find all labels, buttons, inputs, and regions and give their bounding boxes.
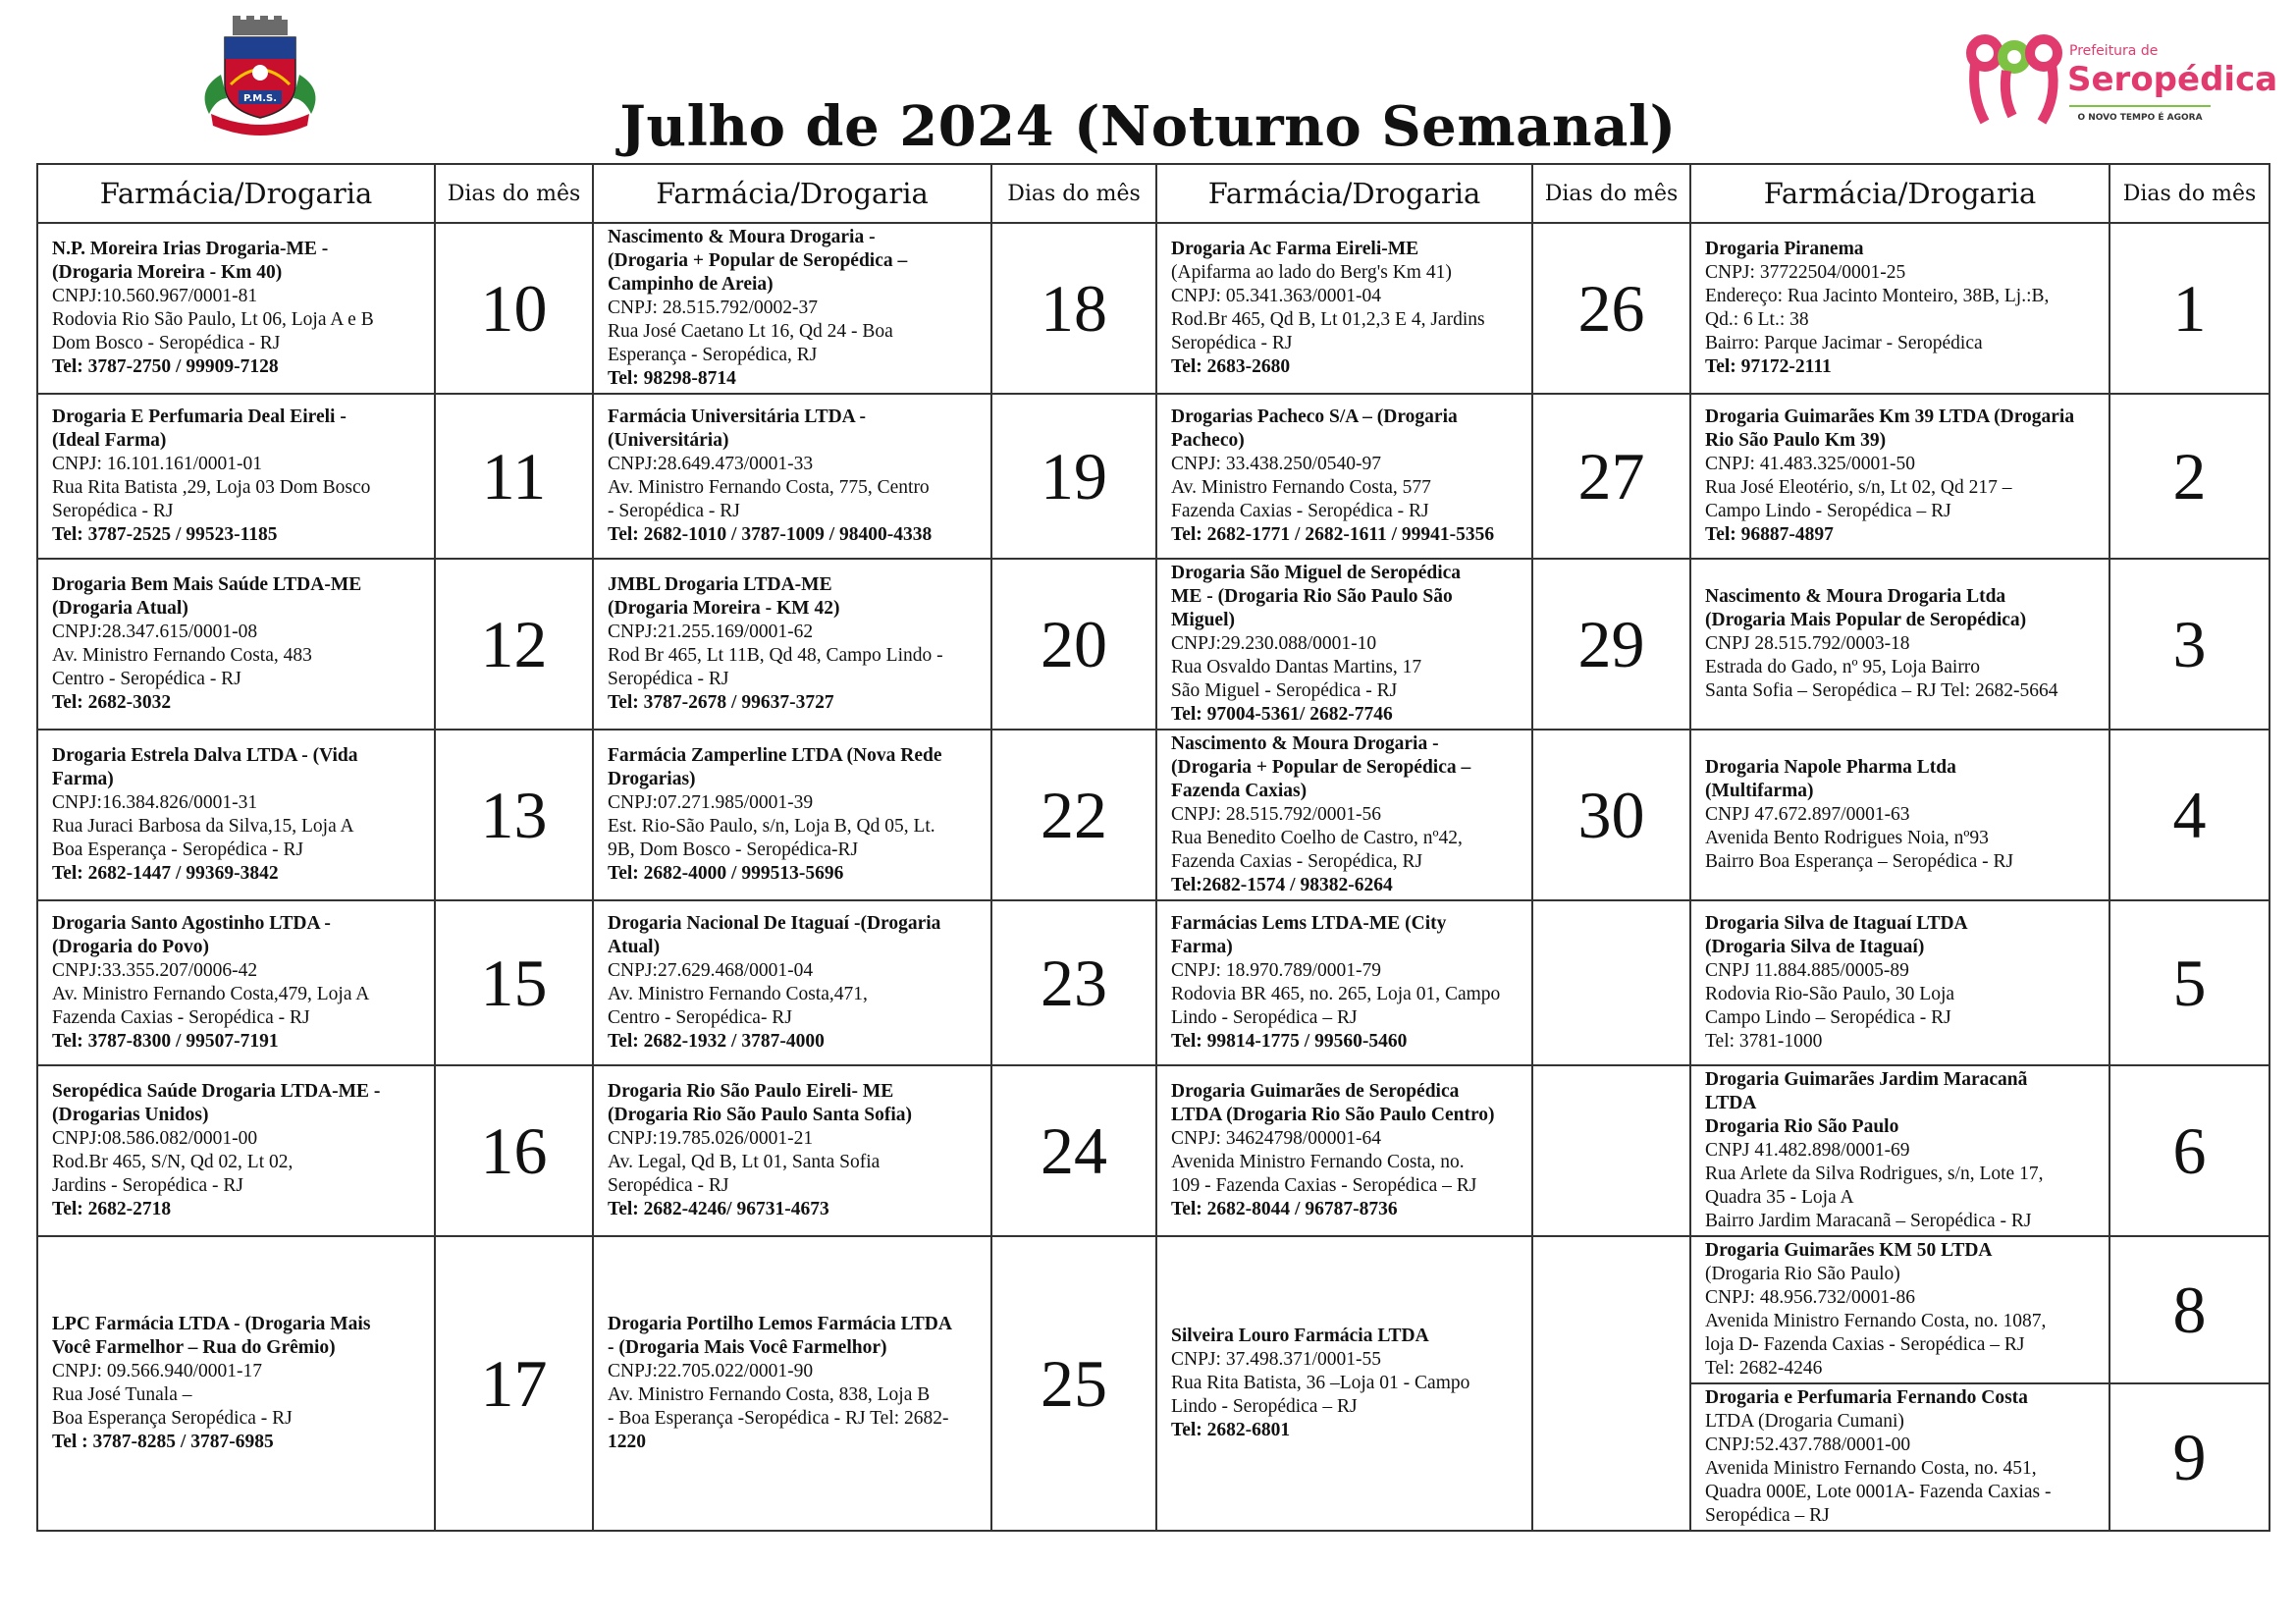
day-cell: 4 (2109, 730, 2269, 900)
cell-line: Drogaria São Miguel de Seropédica (1171, 563, 1462, 583)
cell-line: Tel: 3787-2750 / 99909-7128 (52, 356, 279, 377)
cell-line: (Drogaria + Popular de Seropédica – (608, 250, 908, 271)
day-cell: 3 (2109, 559, 2269, 730)
cell-line: Bairro Boa Esperança – Seropédica - RJ (1705, 851, 2014, 872)
day-cell: 25 (991, 1236, 1156, 1531)
pharmacy-cell (1690, 1236, 2109, 1383)
cell-line: Rua José Eleotério, s/n, Lt 02, Qd 217 – (1705, 477, 2012, 498)
day-cell: 30 (1532, 730, 1690, 900)
cell-line: Tel: 97004-5361/ 2682-7746 (1171, 704, 1393, 725)
cell-line: Tel: 2682-6801 (1171, 1420, 1291, 1440)
table-row (37, 730, 2269, 900)
day-cell: 20 (991, 559, 1156, 730)
cell-line: CNPJ:19.785.026/0001-21 (608, 1128, 814, 1149)
cell-line: Rio São Paulo Km 39) (1705, 430, 1887, 451)
pharmacy-cell (1690, 223, 2109, 394)
page-title: Julho de 2024 (Noturno Semanal) (619, 94, 1677, 159)
cell-line: Tel: 2682-2718 (52, 1199, 172, 1219)
cell-line: CNPJ:21.255.169/0001-62 (608, 622, 814, 642)
cell-line: (Drogaria Atual) (52, 598, 188, 619)
cell-line: Rodovia Rio-São Paulo, 30 Loja (1705, 984, 1955, 1004)
logo-line1: Prefeitura de (2069, 43, 2159, 59)
cell-line: Tel: 2682-4246/ 96731-4673 (608, 1199, 829, 1219)
day-cell: 16 (435, 1065, 593, 1236)
cell-line: Tel: 97172-2111 (1705, 356, 1832, 377)
cell-line: Seropédica - RJ (608, 1175, 729, 1196)
pharmacy-cell (593, 900, 991, 1065)
cell-line: (Drogaria Rio São Paulo) (1705, 1264, 1900, 1284)
cell-line: Nascimento & Moura Drogaria - (1171, 733, 1439, 754)
cell-line: Tel: 96887-4897 (1705, 524, 1834, 545)
pharmacy-cell (1156, 559, 1532, 730)
cell-line: 1220 (608, 1432, 646, 1452)
table-row (37, 900, 2269, 1065)
day-cell: 2 (2109, 394, 2269, 559)
cell-line: Rod.Br 465, Qd B, Lt 01,2,3 E 4, Jardins (1171, 309, 1485, 330)
cell-line: Atual) (608, 937, 661, 957)
cell-line: Drogaria Rio São Paulo (1705, 1116, 1899, 1137)
table-row (37, 559, 2269, 730)
cell-line: Bairro: Parque Jacimar - Seropédica (1705, 333, 1983, 353)
day-cell: 9 (2109, 1383, 2269, 1531)
cell-line: CNPJ:29.230.088/0001-10 (1171, 633, 1377, 654)
cell-line: Drogaria Guimarães de Seropédica (1171, 1081, 1460, 1102)
cell-line: CNPJ 41.482.898/0001-69 (1705, 1140, 1910, 1161)
cell-line: Lindo - Seropédica – RJ (1171, 1007, 1358, 1028)
cell-line: Tel: 98298-8714 (608, 368, 736, 389)
cell-line: Drogaria Ac Farma Eireli-ME (1171, 239, 1419, 259)
cell-line: Nascimento & Moura Drogaria - (608, 227, 876, 247)
cell-line: Qd.: 6 Lt.: 38 (1705, 309, 1809, 330)
cell-line: (Drogarias Unidos) (52, 1105, 209, 1125)
cell-line: Tel: 2682-4000 / 999513-5696 (608, 863, 844, 884)
day-cell: 17 (435, 1236, 593, 1531)
pharmacy-cell (1690, 394, 2109, 559)
cell-line: Campo Lindo - Seropédica – RJ (1705, 501, 1951, 521)
cell-line: Farma) (52, 769, 114, 789)
day-cell: 18 (991, 223, 1156, 394)
cell-line: Drogaria E Perfumaria Deal Eireli - (52, 406, 347, 427)
cell-line: - Boa Esperança -Seropédica - RJ Tel: 2682- (608, 1408, 949, 1429)
cell-line: Avenida Ministro Fernando Costa, no. 1087, (1705, 1311, 2047, 1331)
day-cell: 27 (1532, 394, 1690, 559)
cell-line: CNPJ:28.347.615/0001-08 (52, 622, 258, 642)
logo-line2: Seropédica (2067, 60, 2278, 99)
cell-line: Farma) (1171, 937, 1233, 957)
cell-line: Rua Arlete da Silva Rodrigues, s/n, Lote 17, (1705, 1164, 2044, 1184)
cell-line: CNPJ: 16.101.161/0001-01 (52, 454, 262, 474)
cell-line: Esperança - Seropédica, RJ (608, 345, 818, 365)
pharmacy-cell (1690, 730, 2109, 900)
cell-line: Seropédica Saúde Drogaria LTDA-ME - (52, 1081, 381, 1102)
cell-line: Avenida Ministro Fernando Costa, no. (1171, 1152, 1465, 1172)
cell-line: Drogaria e Perfumaria Fernando Costa (1705, 1387, 2028, 1408)
cell-line: Drogaria Guimarães KM 50 LTDA (1705, 1240, 1993, 1261)
table-row (37, 223, 2269, 394)
pharmacy-cell (1156, 900, 1532, 1065)
day-cell: 15 (435, 900, 593, 1065)
pharmacy-cell (1156, 730, 1532, 900)
cell-line: CNPJ: 05.341.363/0001-04 (1171, 286, 1381, 306)
cell-line: CNPJ 28.515.792/0003-18 (1705, 633, 1910, 654)
cell-line: Seropédica - RJ (52, 501, 174, 521)
cell-line: CNPJ:10.560.967/0001-81 (52, 286, 258, 306)
cell-line: Tel: 2683-2680 (1171, 356, 1291, 377)
cell-line: Bairro Jardim Maracanã – Seropédica - RJ (1705, 1211, 2032, 1231)
cell-line: Avenida Bento Rodrigues Noia, nº93 (1705, 828, 1989, 848)
cell-line: Rua José Caetano Lt 16, Qd 24 - Boa (608, 321, 893, 342)
cell-line: Fazenda Caxias) (1171, 781, 1308, 801)
day-cell (1532, 1065, 1690, 1236)
cell-line: Campo Lindo – Seropédica - RJ (1705, 1007, 1951, 1028)
day-cell: 6 (2109, 1065, 2269, 1236)
pharmacy-cell (37, 1065, 435, 1236)
cell-line: CNPJ: 28.515.792/0001-56 (1171, 804, 1381, 825)
cell-line: Pacheco) (1171, 430, 1245, 451)
cell-line: (Universitária) (608, 430, 729, 451)
cell-line: CNPJ: 37.498.371/0001-55 (1171, 1349, 1381, 1370)
cell-line: Tel: 2682-1932 / 3787-4000 (608, 1031, 825, 1052)
cell-line: CNPJ: 37722504/0001-25 (1705, 262, 1906, 283)
cell-line: 9B, Dom Bosco - Seropédica-RJ (608, 839, 859, 860)
header-pharmacy: Farmácia/Drogaria (593, 164, 991, 223)
pharmacy-cell (593, 559, 991, 730)
pharmacy-cell (37, 223, 435, 394)
cell-line: Centro - Seropédica - RJ (52, 669, 241, 689)
day-cell: 1 (2109, 223, 2269, 394)
cell-line: Rua Juraci Barbosa da Silva,15, Loja A (52, 816, 354, 837)
cell-line: (Multifarma) (1705, 781, 1814, 801)
pharmacy-cell (1690, 900, 2109, 1065)
cell-line: CNPJ: 09.566.940/0001-17 (52, 1361, 262, 1381)
cell-line: (Drogaria Mais Popular de Seropédica) (1705, 610, 2027, 630)
cell-line: - Seropédica - RJ (608, 501, 740, 521)
cell-line: ME - (Drogaria Rio São Paulo São (1171, 586, 1453, 607)
pharmacy-cell (1156, 223, 1532, 394)
cell-line: Fazenda Caxias - Seropédica - RJ (1171, 501, 1429, 521)
cell-line: Farmácia Zamperline LTDA (Nova Rede (608, 745, 942, 766)
cell-line: CNPJ: 28.515.792/0002-37 (608, 298, 818, 318)
pharmacy-cell (1690, 1383, 2109, 1531)
cell-line: Av. Ministro Fernando Costa, 775, Centro (608, 477, 930, 498)
cell-line: Lindo - Seropédica – RJ (1171, 1396, 1358, 1417)
cell-line: Tel: 2682-1010 / 3787-1009 / 98400-4338 (608, 524, 933, 545)
cell-line: Tel: 2682-1771 / 2682-1611 / 99941-5356 (1171, 524, 1495, 545)
cell-line: Seropédica - RJ (1171, 333, 1293, 353)
cell-line: CNPJ: 41.483.325/0001-50 (1705, 454, 1915, 474)
cell-line: CNPJ 11.884.885/0005-89 (1705, 960, 1909, 981)
cell-line: Drogaria Napole Pharma Ltda (1705, 757, 1956, 778)
cell-line: CNPJ 47.672.897/0001-63 (1705, 804, 1910, 825)
cell-line: Quadra 35 - Loja A (1705, 1187, 1854, 1208)
pharmacy-cell (37, 900, 435, 1065)
header-days: Dias do mês (435, 164, 593, 223)
day-cell: 29 (1532, 559, 1690, 730)
cell-line: Rod.Br 465, S/N, Qd 02, Lt 02, (52, 1152, 294, 1172)
cell-line: CNPJ:27.629.468/0001-04 (608, 960, 814, 981)
cell-line: Rodovia Rio São Paulo, Lt 06, Loja A e B (52, 309, 374, 330)
pharmacy-cell (593, 730, 991, 900)
cell-line: Rua Rita Batista, 36 –Loja 01 - Campo (1171, 1373, 1470, 1393)
cell-line: CNPJ: 33.438.250/0540-97 (1171, 454, 1381, 474)
pharmacy-cell (593, 394, 991, 559)
cell-line: Tel: 2682-3032 (52, 692, 172, 713)
cell-line: São Miguel - Seropédica - RJ (1171, 680, 1398, 701)
cell-line: Tel: 2682-1447 / 99369-3842 (52, 863, 279, 884)
cell-line: Drogarias Pacheco S/A – (Drogaria (1171, 406, 1458, 427)
cell-line: Rua Benedito Coelho de Castro, nº42, (1171, 828, 1463, 848)
cell-line: (Drogaria Rio São Paulo Santa Sofia) (608, 1105, 913, 1125)
header-pharmacy: Farmácia/Drogaria (1690, 164, 2109, 223)
cell-line: LTDA (Drogaria Cumani) (1705, 1411, 1904, 1432)
day-cell: 24 (991, 1065, 1156, 1236)
table-row (37, 1065, 2269, 1236)
cell-line: CNPJ:07.271.985/0001-39 (608, 792, 814, 813)
header-row (37, 164, 2269, 223)
cell-line: Drogaria Silva de Itaguaí LTDA (1705, 913, 1968, 934)
pharmacy-cell (1156, 394, 1532, 559)
cell-line: Av. Ministro Fernando Costa,471, (608, 984, 868, 1004)
pharmacy-cell (593, 1065, 991, 1236)
cell-line: Drogaria Rio São Paulo Eireli- ME (608, 1081, 894, 1102)
schedule-table (36, 163, 2270, 1532)
cell-line: Av. Ministro Fernando Costa, 838, Loja B (608, 1384, 931, 1405)
pharmacy-cell (1156, 1065, 1532, 1236)
cell-line: Tel: 3787-8300 / 99507-7191 (52, 1031, 279, 1052)
cell-line: Drogaria Guimarães Km 39 LTDA (Drogaria (1705, 406, 2075, 427)
cell-line: Tel:2682-1574 / 98382-6264 (1171, 875, 1393, 895)
cell-line: Farmácias Lems LTDA-ME (City (1171, 913, 1447, 934)
pharmacy-cell (1690, 1065, 2109, 1236)
cell-line: N.P. Moreira Irias Drogaria-ME - (52, 239, 329, 259)
cell-line: Centro - Seropédica- RJ (608, 1007, 792, 1028)
cell-line: Jardins - Seropédica - RJ (52, 1175, 243, 1196)
cell-line: Tel: 3787-2678 / 99637-3727 (608, 692, 834, 713)
day-cell (1532, 1236, 1690, 1531)
pharmacy-cell (593, 1236, 991, 1531)
cell-line: - (Drogaria Mais Você Farmelhor) (608, 1337, 887, 1358)
cell-line: CNPJ:52.437.788/0001-00 (1705, 1435, 1911, 1455)
cell-line: loja D- Fazenda Caxias - Seropédica – RJ (1705, 1334, 2025, 1355)
cell-line: Av. Ministro Fernando Costa, 577 (1171, 477, 1431, 498)
cell-line: Rua Rita Batista ,29, Loja 03 Dom Bosco (52, 477, 371, 498)
cell-line: LPC Farmácia LTDA - (Drogaria Mais (52, 1314, 371, 1334)
cell-line: Boa Esperança - Seropédica - RJ (52, 839, 304, 860)
cell-line: Santa Sofia – Seropédica – RJ Tel: 2682-5664 (1705, 680, 2058, 701)
cell-line: Tel: 3787-2525 / 99523-1185 (52, 524, 278, 545)
cell-line: CNPJ:22.705.022/0001-90 (608, 1361, 814, 1381)
cell-line: Tel: 2682-4246 (1705, 1358, 1823, 1379)
day-cell: 5 (2109, 900, 2269, 1065)
cell-line: 109 - Fazenda Caxias - Seropédica – RJ (1171, 1175, 1477, 1196)
cell-line: Tel: 3781-1000 (1705, 1031, 1823, 1052)
cell-line: Quadra 000E, Lote 0001A- Fazenda Caxias - (1705, 1482, 2052, 1502)
header-pharmacy: Farmácia/Drogaria (1156, 164, 1532, 223)
day-cell: 11 (435, 394, 593, 559)
logo-text: P.M.S. (242, 93, 278, 104)
cell-line: Seropédica – RJ (1705, 1505, 1830, 1526)
cell-line: CNPJ:16.384.826/0001-31 (52, 792, 258, 813)
cell-line: Drogaria Estrela Dalva LTDA - (Vida (52, 745, 358, 766)
cell-line: Av. Legal, Qd B, Lt 01, Santa Sofia (608, 1152, 881, 1172)
day-cell: 13 (435, 730, 593, 900)
cell-line: CNPJ: 18.970.789/0001-79 (1171, 960, 1381, 981)
cell-line: Rua Osvaldo Dantas Martins, 17 (1171, 657, 1422, 677)
cell-line: (Drogaria do Povo) (52, 937, 209, 957)
cell-line: Fazenda Caxias - Seropédica - RJ (52, 1007, 310, 1028)
cell-line: Tel : 3787-8285 / 3787-6985 (52, 1432, 274, 1452)
logo-line3: O NOVO TEMPO É AGORA (2077, 113, 2203, 123)
cell-line: CNPJ:33.355.207/0006-42 (52, 960, 258, 981)
cell-line: Dom Bosco - Seropédica - RJ (52, 333, 281, 353)
cell-line: Fazenda Caxias - Seropédica, RJ (1171, 851, 1423, 872)
pharmacy-cell (1156, 1236, 1532, 1531)
day-cell: 10 (435, 223, 593, 394)
day-cell: 22 (991, 730, 1156, 900)
cell-line: Drogaria Nacional De Itaguaí -(Drogaria (608, 913, 941, 934)
cell-line: (Ideal Farma) (52, 430, 167, 451)
cell-line: CNPJ:28.649.473/0001-33 (608, 454, 814, 474)
cell-line: Rodovia BR 465, no. 265, Loja 01, Campo (1171, 984, 1501, 1004)
cell-line: Silveira Louro Farmácia LTDA (1171, 1326, 1429, 1346)
cell-line: Miguel) (1171, 610, 1235, 630)
header-days: Dias do mês (2109, 164, 2269, 223)
cell-line: Av. Ministro Fernando Costa,479, Loja A (52, 984, 370, 1004)
cell-line: Seropédica - RJ (608, 669, 729, 689)
cell-line: Rua José Tunala – (52, 1384, 192, 1405)
cell-line: (Drogaria + Popular de Seropédica – (1171, 757, 1471, 778)
cell-line: Drogaria Bem Mais Saúde LTDA-ME (52, 574, 362, 595)
day-cell: 12 (435, 559, 593, 730)
cell-line: Drogaria Portilho Lemos Farmácia LTDA (608, 1314, 952, 1334)
pharmacy-cell (37, 1236, 435, 1531)
cell-line: Drogaria Santo Agostinho LTDA - (52, 913, 331, 934)
cell-line: Endereço: Rua Jacinto Monteiro, 38B, Lj.:B, (1705, 286, 2050, 306)
cell-line: (Drogaria Silva de Itaguaí) (1705, 937, 1925, 957)
cell-line: Você Farmelhor – Rua do Grêmio) (52, 1337, 336, 1358)
header-days: Dias do mês (991, 164, 1156, 223)
pharmacy-cell (1690, 559, 2109, 730)
cell-line: (Drogaria Moreira - KM 42) (608, 598, 840, 619)
cell-line: Nascimento & Moura Drogaria Ltda (1705, 586, 2006, 607)
table-row-last-a (37, 1236, 2269, 1383)
table-row (37, 394, 2269, 559)
cell-line: Rod Br 465, Lt 11B, Qd 48, Campo Lindo - (608, 645, 943, 666)
cell-line: (Apifarma ao lado do Berg's Km 41) (1171, 262, 1452, 283)
cell-line: CNPJ: 48.956.732/0001-86 (1705, 1287, 1915, 1308)
cell-line: LTDA (1705, 1093, 1757, 1113)
cell-line: (Drogaria Moreira - Km 40) (52, 262, 283, 283)
header-pharmacy: Farmácia/Drogaria (37, 164, 435, 223)
day-cell: 26 (1532, 223, 1690, 394)
cell-line: Drogaria Guimarães Jardim Maracanã (1705, 1069, 2028, 1090)
cell-line: Est. Rio-São Paulo, s/n, Loja B, Qd 05, Lt. (608, 816, 935, 837)
header-days: Dias do mês (1532, 164, 1690, 223)
cell-line: CNPJ: 34624798/00001-64 (1171, 1128, 1381, 1149)
cell-line: Campinho de Areia) (608, 274, 774, 295)
cell-line: Estrada do Gado, nº 95, Loja Bairro (1705, 657, 1981, 677)
pharmacy-cell (37, 394, 435, 559)
cell-line: Farmácia Universitária LTDA - (608, 406, 867, 427)
pharmacy-cell (37, 730, 435, 900)
day-cell (1532, 900, 1690, 1065)
cell-line: CNPJ:08.586.082/0001-00 (52, 1128, 258, 1149)
day-cell: 19 (991, 394, 1156, 559)
cell-line: Drogaria Piranema (1705, 239, 1864, 259)
cell-line: Av. Ministro Fernando Costa, 483 (52, 645, 312, 666)
cell-line: Avenida Ministro Fernando Costa, no. 451, (1705, 1458, 2037, 1479)
cell-line: Drogarias) (608, 769, 696, 789)
cell-line: Tel: 2682-8044 / 96787-8736 (1171, 1199, 1398, 1219)
pharmacy-cell (593, 223, 991, 394)
pharmacy-cell (37, 559, 435, 730)
day-cell: 23 (991, 900, 1156, 1065)
day-cell: 8 (2109, 1236, 2269, 1383)
cell-line: LTDA (Drogaria Rio São Paulo Centro) (1171, 1105, 1495, 1125)
cell-line: JMBL Drogaria LTDA-ME (608, 574, 832, 595)
cell-line: Boa Esperança Seropédica - RJ (52, 1408, 293, 1429)
cell-line: Tel: 99814-1775 / 99560-5460 (1171, 1031, 1408, 1052)
